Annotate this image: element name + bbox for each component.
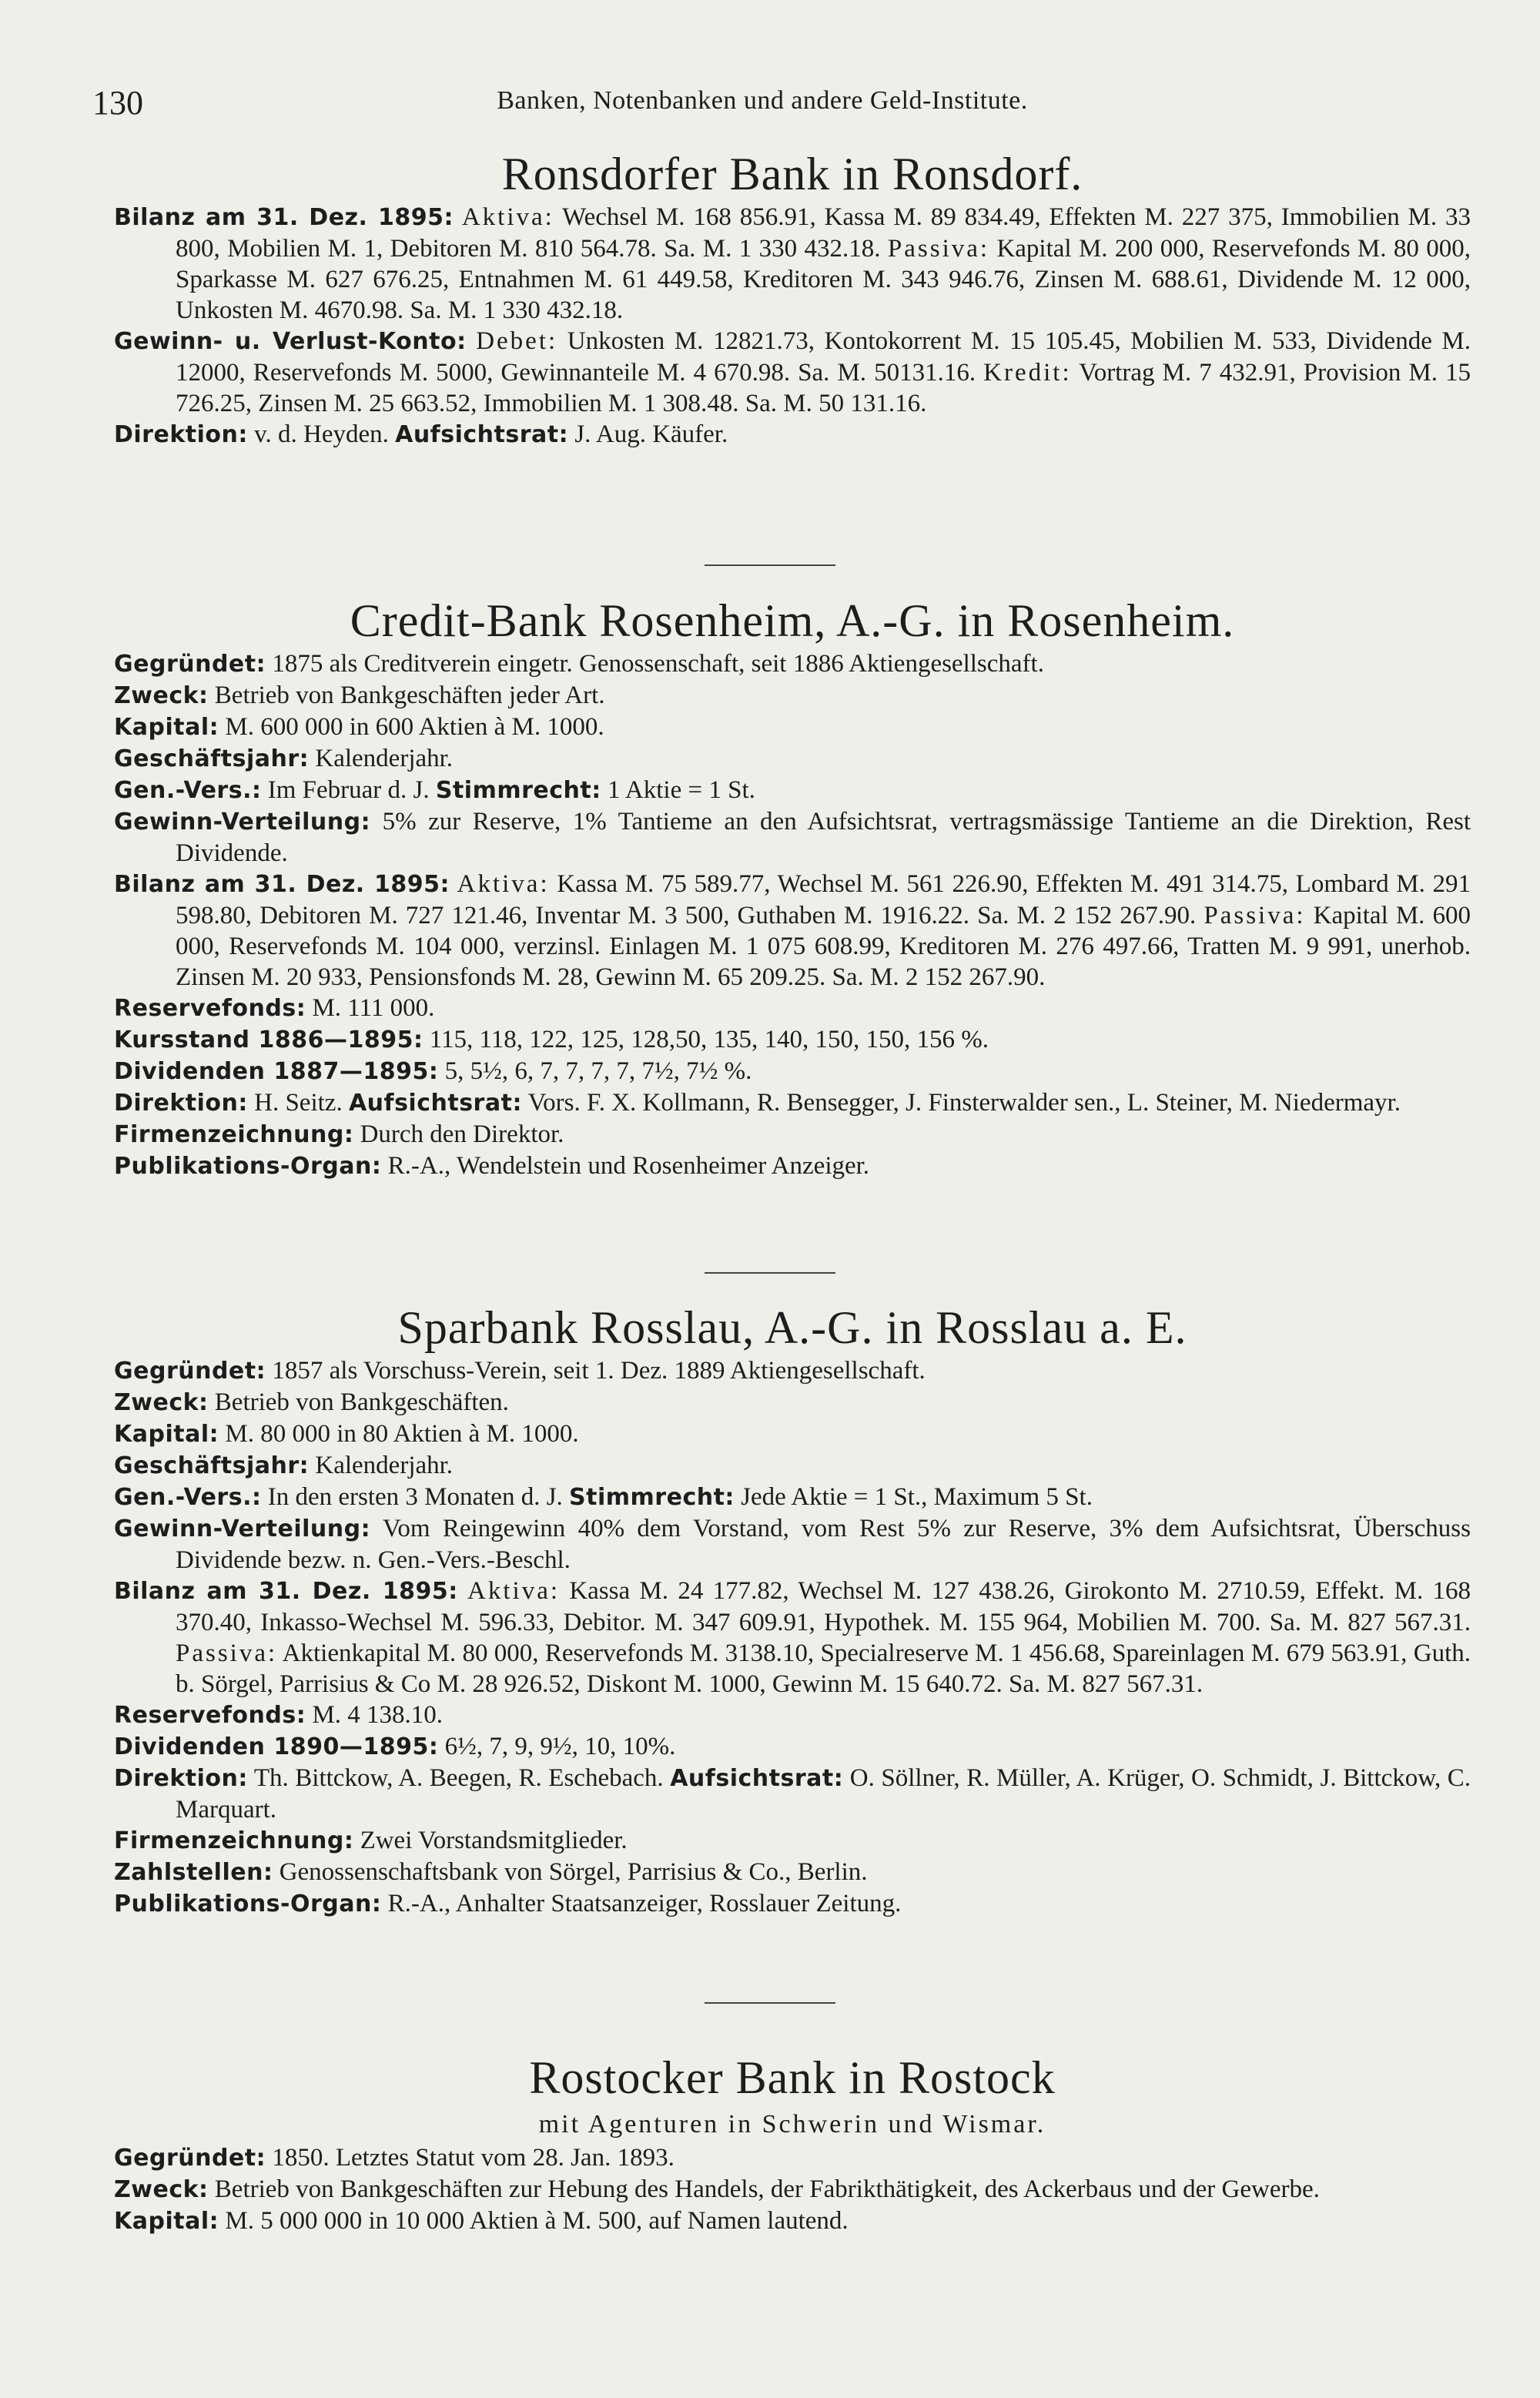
section-subtitle: mit Agenturen in Schwerin und Wismar. (538, 2110, 1046, 2138)
entry-kapital: Kapital: M. 80 000 in 80 Aktien à M. 1000. (114, 1420, 579, 1448)
entry-gewinn-verteilung: Gewinn-Verteilung: Vom Reingewinn 40% dem Vorstand, vom Rest 5% zur Reserve, 3% dem Aufsichtsrat, Überschuss Dividende bezw. n. Gen.-Vers.-Beschl. (114, 1515, 1471, 1574)
section-title: Rostocker Bank in Rostock (529, 2052, 1056, 2103)
entry-gen-vers: Gen.-Vers.: Im Februar d. J. Stimmrecht: 1 Aktie = 1 St. (114, 776, 755, 804)
entry-bilanz: Bilanz am 31. Dez. 1895: Aktiva: Kassa M. 24 177.82, Wechsel M. 127 438.26, Girokonto M. 2710.59, Effekt. M. 168 370.40, Inkasso-Wechsel M. 596.33, Debitor. M. 347 609.91, Hypothek. M. 155 964, Mobilien M. 700. Sa. M. 827 567.31. Passiva: Aktienkapital M. 80 000, Reservefonds M. 3138.10, Specialreserve M. 1 456.68, Spareinlagen M. 679 563.91, Guth. b. Sörgel, Parrisius & Co M. 28 926.52, Diskont M. 1000, Gewinn M. 15 640.72. Sa. M. 827 567.31. (114, 1577, 1471, 1698)
section-sparbank-rosslau (114, 1300, 1471, 1920)
entry-kapital: Kapital: M. 5 000 000 in 10 000 Aktien à M. 500, auf Namen lautend. (114, 2207, 849, 2235)
entry-firmenzeichnung: Firmenzeichnung: Durch den Direktor. (114, 1120, 564, 1148)
section-divider (705, 2002, 835, 2004)
entry-bilanz: Bilanz am 31. Dez. 1895: Aktiva: Kassa M. 75 589.77, Wechsel M. 561 226.90, Effekten M. 491 314.75, Lombard M. 291 598.80, Debitoren M. 727 121.46, Inventar M. 3 500, Guthaben M. 1916.22. Sa. M. 2 152 267.90. Passiva: Kapital M. 600 000, Reservefonds M. 104 000, verzinsl. Einlagen M. 1 075 608.99, Kreditoren M. 276 497.66, Tratten M. 9 991, unerhob. Zinsen M. 20 933, Pensionsfonds M. 28, Gewinn M. 65 209.25. Sa. M. 2 152 267.90. (114, 870, 1471, 991)
section-credit-bank-rosenheim (114, 593, 1471, 1182)
entry-dividenden: Dividenden 1887—1895: 5, 5½, 6, 7, 7, 7, 7, 7½, 7½ %. (114, 1057, 752, 1085)
section-divider (705, 564, 835, 566)
section-title: Sparbank Rosslau, A.-G. in Rosslau a. E. (397, 1302, 1187, 1353)
entry-gen-vers: Gen.-Vers.: In den ersten 3 Monaten d. J. Stimmrecht: Jede Aktie = 1 St., Maximum 5 St. (114, 1483, 1093, 1511)
entry-publikations-organ: Publikations-Organ: R.-A., Anhalter Staatsanzeiger, Rosslauer Zeitung. (114, 1890, 902, 1917)
entry-zahlstellen: Zahlstellen: Genossenschaftsbank von Sörgel, Parrisius & Co., Berlin. (114, 1858, 868, 1886)
entry-gegruendet: Gegründet: 1875 als Creditverein eingetr. Genossenschaft, seit 1886 Aktiengesellschaft. (114, 650, 1044, 678)
section-rostocker-bank (114, 2050, 1471, 2237)
entry-gewinn-verteilung: Gewinn-Verteilung: 5% zur Reserve, 1% Tantieme an den Aufsichtsrat, vertragsmässige Tantieme an die Direktion, Rest Dividende. (114, 808, 1471, 867)
entry-direktion: Direktion: H. Seitz. Aufsichtsrat: Vors. F. X. Kollmann, R. Bensegger, J. Finsterwalder sen., L. Steiner, M. Niedermayr. (114, 1089, 1401, 1117)
entry-gegruendet: Gegründet: 1850. Letztes Statut vom 28. Jan. 1893. (114, 2144, 675, 2172)
entry-gegruendet: Gegründet: 1857 als Vorschuss-Verein, seit 1. Dez. 1889 Aktiengesellschaft. (114, 1357, 926, 1385)
entry-dividenden: Dividenden 1890—1895: 6½, 7, 9, 9½, 10, 10%. (114, 1733, 676, 1760)
entry-firmenzeichnung: Firmenzeichnung: Zwei Vorstandsmitglieder. (114, 1827, 628, 1854)
page-number: 130 (92, 84, 143, 122)
entry-gewinn-verlust: Gewinn- u. Verlust-Konto: Debet: Unkosten M. 12821.73, Kontokorrent M. 15 105.45, Mobilien M. 533, Dividende M. 12000, Reservefonds M. 5000, Gewinnanteile M. 4 670.98. Sa. M. 50131.16. Kredit: Vortrag M. 7 432.91, Provision M. 15 726.25, Zinsen M. 25 663.52, Immobilien M. 1 308.48. Sa. M. 50 131.16. (114, 327, 1471, 417)
entry-geschaeftsjahr: Geschäftsjahr: Kalenderjahr. (114, 745, 454, 772)
entry-direktion: Direktion: Th. Bittckow, A. Beegen, R. Eschebach. Aufsichtsrat: O. Söllner, R. Müller, A. Krüger, O. Schmidt, J. Bittckow, C. Marquart. (114, 1764, 1471, 1824)
entry-kursstand: Kursstand 1886—1895: 115, 118, 122, 125, 128,50, 135, 140, 150, 150, 156 %. (114, 1026, 989, 1053)
entry-bilanz: Bilanz am 31. Dez. 1895: Aktiva: Wechsel M. 168 856.91, Kassa M. 89 834.49, Effekten M. 227 375, Immobilien M. 33 800, Mobilien M. 1, Debitoren M. 810 564.78. Sa. M. 1 330 432.18. Passiva: Kapital M. 200 000, Reservefonds M. 80 000, Sparkasse M. 627 676.25, Entnahmen M. 61 449.58, Kreditoren M. 343 946.76, Zinsen M. 688.61, Dividende M. 12 000, Unkosten M. 4670.98. Sa. M. 1 330 432.18. (114, 203, 1471, 324)
section-ronsdorfer-bank (114, 146, 1471, 450)
entry-publikations-organ: Publikations-Organ: R.-A., Wendelstein und Rosenheimer Anzeiger. (114, 1152, 870, 1180)
page-header (92, 83, 1432, 129)
entry-zweck: Zweck: Betrieb von Bankgeschäften jeder Art. (114, 682, 605, 709)
entry-reservefonds: Reservefonds: M. 4 138.10. (114, 1701, 444, 1729)
entry-reservefonds: Reservefonds: M. 111 000. (114, 994, 435, 1022)
entry-zweck: Zweck: Betrieb von Bankgeschäften zur Hebung des Handels, der Fabrikthätigkeit, des Ackerbaus und der Gewerbe. (114, 2175, 1320, 2203)
entry-geschaeftsjahr: Geschäftsjahr: Kalenderjahr. (114, 1452, 454, 1479)
entry-zweck: Zweck: Betrieb von Bankgeschäften. (114, 1388, 509, 1416)
section-title: Credit-Bank Rosenheim, A.-G. in Rosenheim. (350, 595, 1235, 646)
section-title: Ronsdorfer Bank in Ronsdorf. (501, 149, 1083, 199)
running-title: Banken, Notenbanken und andere Geld-Institute. (497, 86, 1028, 115)
entry-direktion: Direktion: v. d. Heyden. Aufsichtsrat: J. Aug. Käufer. (114, 420, 728, 448)
section-divider (705, 1272, 835, 1274)
entry-kapital: Kapital: M. 600 000 in 600 Aktien à M. 1000. (114, 713, 604, 741)
